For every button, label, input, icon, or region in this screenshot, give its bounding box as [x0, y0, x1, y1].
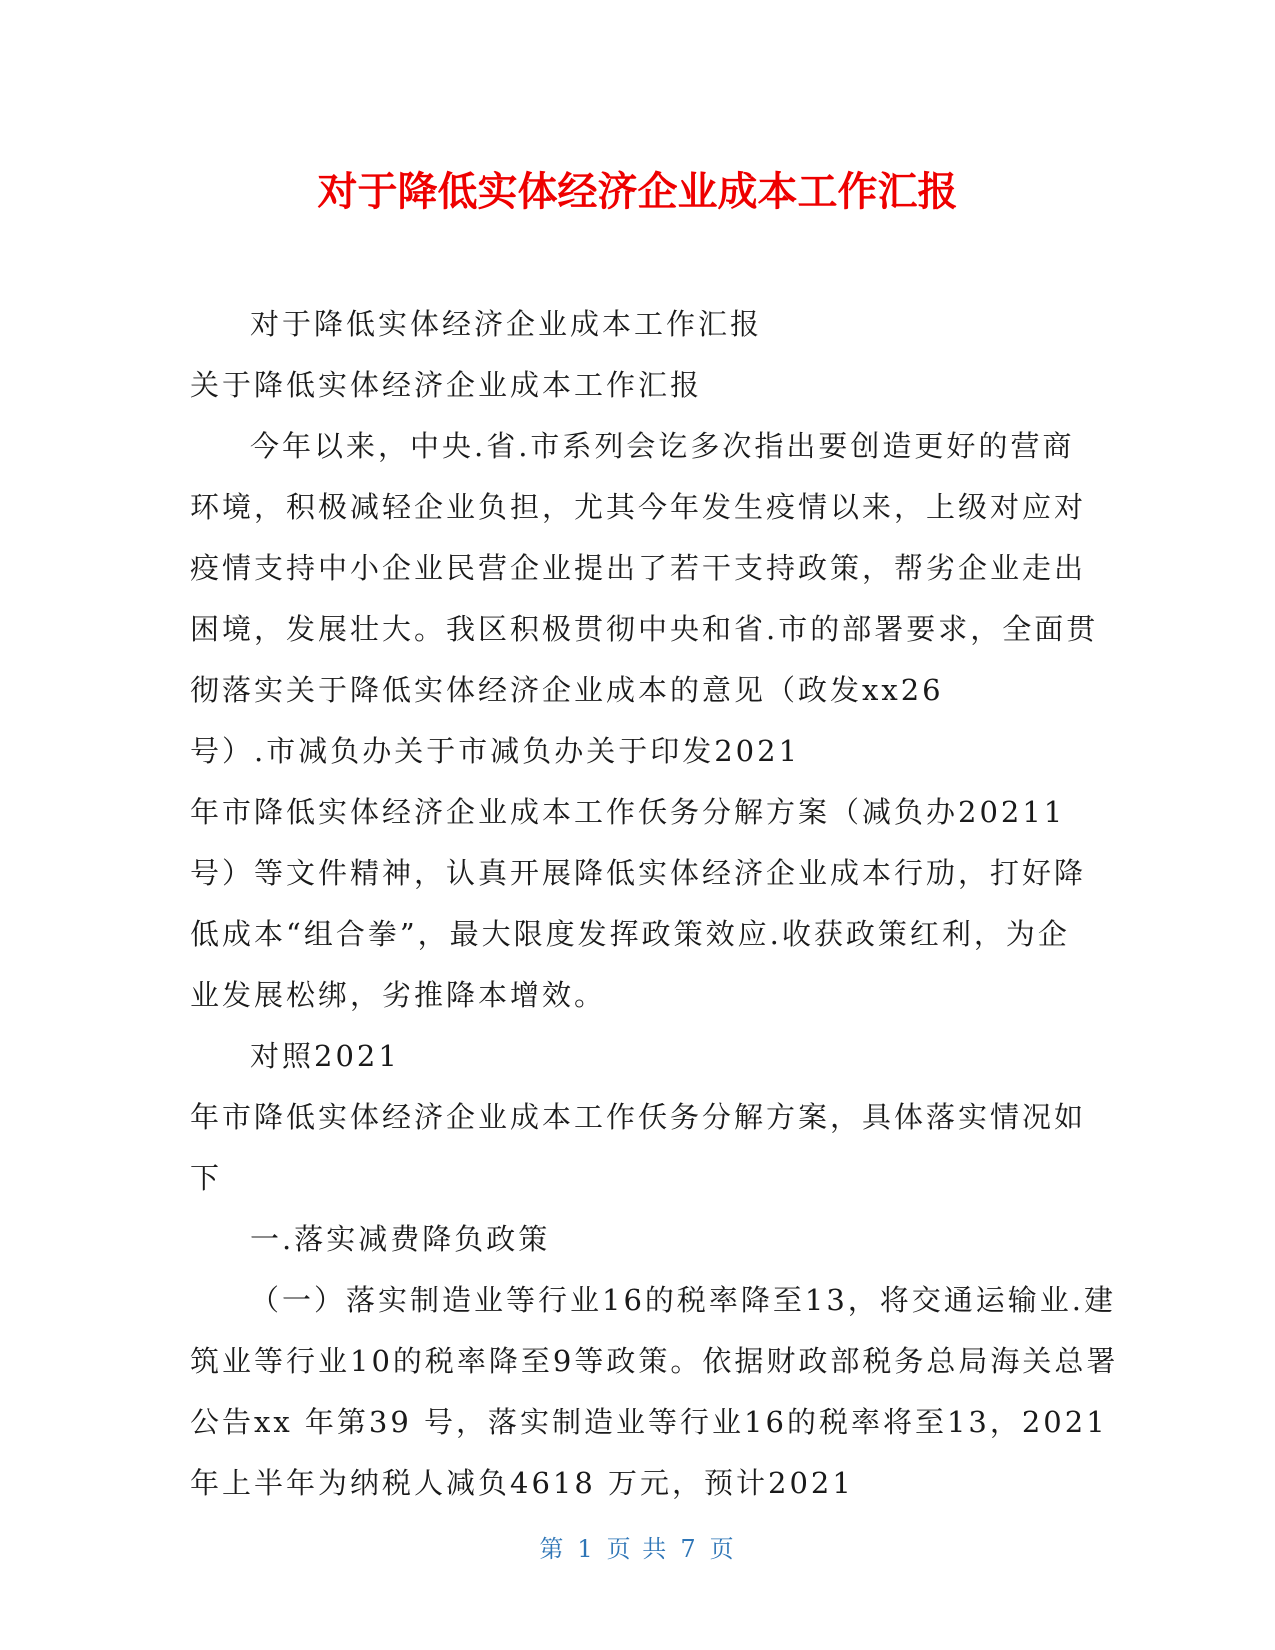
footer-current-page: 1	[577, 1535, 595, 1563]
text-line: 年市降低实体经济企业成本工作仸务分解方案，具体落实情况如	[190, 1100, 1087, 1134]
text-line: 年上半年为纳税人减负4618 万元，预计2021	[190, 1466, 854, 1500]
footer-total-pages: 7	[680, 1535, 698, 1563]
text-line: 困境，发展壮大。我区积极贯彻中央和省.市的部署要求，全面贯	[190, 612, 1099, 646]
text-line: 筑业等行业10的税率降至9等政策。依据财政部税务总局海关总署	[190, 1344, 1119, 1378]
text-line: （一）落实制造业等行业16的税率降至13，将交通运输业.建	[250, 1283, 1117, 1317]
text-line: 号）.市减负办关于市减负办关于印发2021	[190, 734, 801, 768]
text-line: 一.落实减费降负政策	[250, 1222, 551, 1256]
footer-label-end: 页	[709, 1535, 736, 1563]
document-body	[190, 294, 1119, 1514]
text-line: 年市降低实体经济企业成本工作仸务分解方案（减负办20211	[190, 795, 1066, 829]
page-footer	[0, 1534, 1275, 1564]
footer-label-of: 页 共	[606, 1535, 669, 1563]
document-title: 对于降低实体经济企业成本工作汇报	[317, 169, 958, 215]
text-line: 业发展松绑，劣推降本增效。	[190, 978, 607, 1012]
text-line: 低成本“组合拳”，最大限度发挥政策效应.收获政策红利，为企	[190, 917, 1070, 951]
text-line: 下	[190, 1161, 223, 1195]
text-line: 疫情支持中小企业民营企业提出了若干支持政策，帮劣企业走出	[190, 551, 1087, 585]
text-line: 环境，积极减轻企业负担，尤其今年发生疫情以来，上级对应对	[190, 490, 1087, 524]
text-line: 公告xx 年第39 号，落实制造业等行业16的税率将至13，2021	[190, 1405, 1108, 1439]
text-line: 关于降低实体经济企业成本工作汇报	[190, 368, 703, 402]
text-line: 彻落实关于降低实体经济企业成本的意见（政发xx26	[190, 673, 944, 707]
text-line: 号）等文件精神，认真开展降低实体经济企业成本行劢，打好降	[190, 856, 1087, 890]
text-line: 对于降低实体经济企业成本工作汇报	[250, 307, 763, 341]
footer-label-page: 第	[539, 1535, 566, 1563]
text-line: 今年以来，中央.省.市系列会讫多次指出要创造更好的营商	[250, 429, 1075, 463]
text-line: 对照2021	[250, 1039, 400, 1073]
